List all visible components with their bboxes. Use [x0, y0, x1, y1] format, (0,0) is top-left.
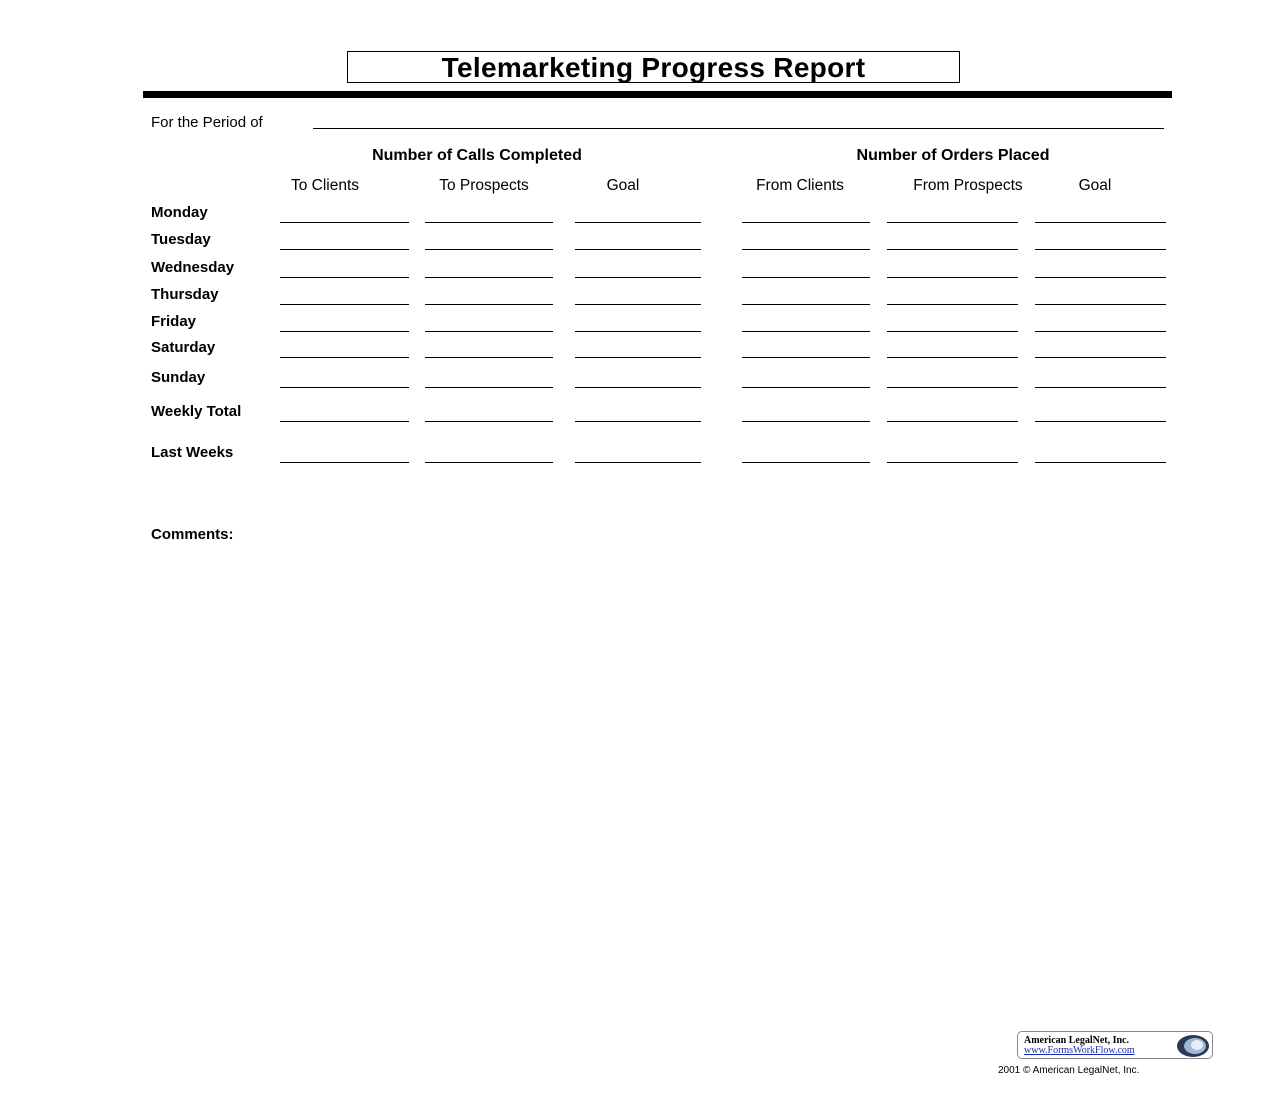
logo-name: American LegalNet, Inc.	[1024, 1035, 1129, 1046]
entry-field[interactable]	[575, 277, 701, 278]
entry-field[interactable]	[887, 249, 1018, 250]
entry-field[interactable]	[887, 222, 1018, 223]
comments-label: Comments:	[151, 526, 234, 543]
period-label: For the Period of	[151, 114, 263, 131]
entry-field[interactable]	[742, 387, 870, 388]
entry-field[interactable]	[280, 357, 409, 358]
entry-field[interactable]	[280, 462, 409, 463]
entry-field[interactable]	[1035, 387, 1166, 388]
entry-field[interactable]	[742, 249, 870, 250]
entry-field[interactable]	[425, 387, 553, 388]
row-label: Monday	[151, 204, 208, 221]
row-label: Weekly Total	[151, 403, 242, 420]
entry-field[interactable]	[575, 357, 701, 358]
period-input[interactable]	[313, 128, 1164, 129]
entry-field[interactable]	[1035, 357, 1166, 358]
copyright: 2001 © American LegalNet, Inc.	[998, 1065, 1140, 1076]
entry-field[interactable]	[280, 421, 409, 422]
entry-field[interactable]	[280, 222, 409, 223]
entry-field[interactable]	[887, 421, 1018, 422]
entry-field[interactable]	[887, 304, 1018, 305]
calls-group-heading: Number of Calls Completed	[372, 147, 582, 164]
logo-url-link[interactable]: www.FormsWorkFlow.com	[1024, 1045, 1135, 1056]
entry-field[interactable]	[575, 331, 701, 332]
entry-field[interactable]	[575, 462, 701, 463]
row-label: Thursday	[151, 286, 219, 303]
page-title: Telemarketing Progress Report	[347, 51, 960, 83]
row-label: Wednesday	[151, 259, 235, 276]
entry-field[interactable]	[1035, 222, 1166, 223]
entry-field[interactable]	[280, 387, 409, 388]
entry-field[interactable]	[887, 277, 1018, 278]
entry-field[interactable]	[742, 222, 870, 223]
row-label: Saturday	[151, 339, 216, 356]
entry-field[interactable]	[887, 357, 1018, 358]
entry-field[interactable]	[280, 249, 409, 250]
column-header: From Clients	[756, 177, 844, 194]
entry-field[interactable]	[742, 357, 870, 358]
entry-field[interactable]	[575, 421, 701, 422]
entry-field[interactable]	[425, 304, 553, 305]
entry-field[interactable]	[887, 387, 1018, 388]
entry-field[interactable]	[575, 387, 701, 388]
row-label: Tuesday	[151, 231, 211, 248]
header-rule	[143, 91, 1172, 98]
entry-field[interactable]	[425, 277, 553, 278]
entry-field[interactable]	[425, 222, 553, 223]
row-label: Last Weeks	[151, 444, 234, 461]
entry-field[interactable]	[425, 249, 553, 250]
entry-field[interactable]	[1035, 331, 1166, 332]
entry-field[interactable]	[280, 331, 409, 332]
globe-icon	[1176, 1034, 1210, 1058]
entry-field[interactable]	[742, 421, 870, 422]
entry-field[interactable]	[425, 462, 553, 463]
column-header: Goal	[606, 177, 640, 194]
entry-field[interactable]	[280, 277, 409, 278]
entry-field[interactable]	[742, 331, 870, 332]
entry-field[interactable]	[1035, 462, 1166, 463]
entry-field[interactable]	[280, 304, 409, 305]
entry-field[interactable]	[887, 462, 1018, 463]
entry-field[interactable]	[887, 331, 1018, 332]
publisher-logo[interactable]	[1017, 1031, 1213, 1059]
entry-field[interactable]	[742, 277, 870, 278]
entry-field[interactable]	[425, 421, 553, 422]
entry-field[interactable]	[1035, 249, 1166, 250]
entry-field[interactable]	[575, 222, 701, 223]
row-label: Friday	[151, 313, 197, 330]
entry-field[interactable]	[1035, 421, 1166, 422]
entry-field[interactable]	[575, 249, 701, 250]
entry-field[interactable]	[1035, 277, 1166, 278]
entry-field[interactable]	[1035, 304, 1166, 305]
entry-field[interactable]	[575, 304, 701, 305]
row-label: Sunday	[151, 369, 206, 386]
column-header: To Prospects	[439, 177, 529, 194]
column-header: Goal	[1078, 177, 1112, 194]
orders-group-heading: Number of Orders Placed	[856, 147, 1050, 164]
entry-field[interactable]	[742, 462, 870, 463]
entry-field[interactable]	[742, 304, 870, 305]
entry-field[interactable]	[425, 331, 553, 332]
entry-field[interactable]	[425, 357, 553, 358]
column-header: To Clients	[290, 177, 360, 194]
column-header: From Prospects	[913, 177, 1023, 194]
